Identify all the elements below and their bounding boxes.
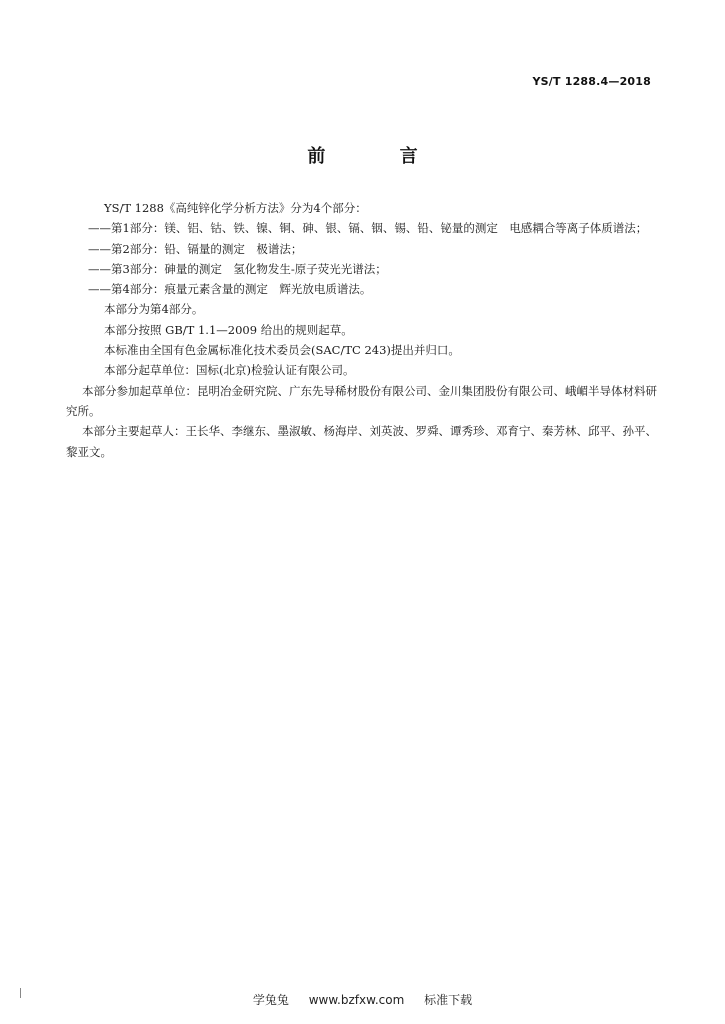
list-item-part-2: ——第2部分：铅、镉量的测定 极谱法； xyxy=(88,241,303,256)
list-item-part-3: ——第3部分：砷量的测定 氢化物发生-原子荧光光谱法； xyxy=(88,261,387,276)
paragraph-intro: YS/T 1288《高纯锌化学分析方法》分为4个部分： xyxy=(104,201,367,215)
paragraph-drafting-unit: 本部分起草单位：国标(北京)检验认证有限公司。 xyxy=(104,363,355,378)
paragraph-drafting-rules: 本部分按照 GB/T 1.1—2009 给出的规则起草。 xyxy=(104,322,353,337)
foreword-body xyxy=(66,198,658,462)
list-item-part-4: ——第4部分：痕量元素含量的测定 辉光放电质谱法。 xyxy=(88,282,372,297)
page-title: 前 言 xyxy=(307,146,452,167)
footer-watermark xyxy=(0,991,725,1008)
document-number: YS/T 1288.4—2018 xyxy=(532,75,651,88)
paragraph-main-drafters: 本部分主要起草人：王长华、李继东、墨淑敏、杨海岸、刘英波、罗舜、谭秀珍、邓育宁、秦芳林、邱平、孙平、黎亚文。 xyxy=(66,424,657,459)
footer-slogan: 标准下载 xyxy=(424,993,473,1007)
footer-site-name: 学兔兔 xyxy=(252,993,289,1007)
paragraph-part-note: 本部分为第4部分。 xyxy=(104,302,204,317)
footer-url[interactable]: www.bzfxw.com xyxy=(308,993,405,1007)
list-item-part-1: ——第1部分：镁、铝、钴、铁、镍、铜、砷、银、镉、铟、锡、铅、铋量的测定 电感耦合等离子体质谱法； xyxy=(88,221,648,236)
paragraph-committee: 本标准由全国有色金属标准化技术委员会(SAC/TC 243)提出并归口。 xyxy=(104,343,460,358)
paragraph-participating-units: 本部分参加起草单位：昆明冶金研究院、广东先导稀材股份有限公司、金川集团股份有限公司、峨嵋半导体材料研究所。 xyxy=(66,383,657,418)
